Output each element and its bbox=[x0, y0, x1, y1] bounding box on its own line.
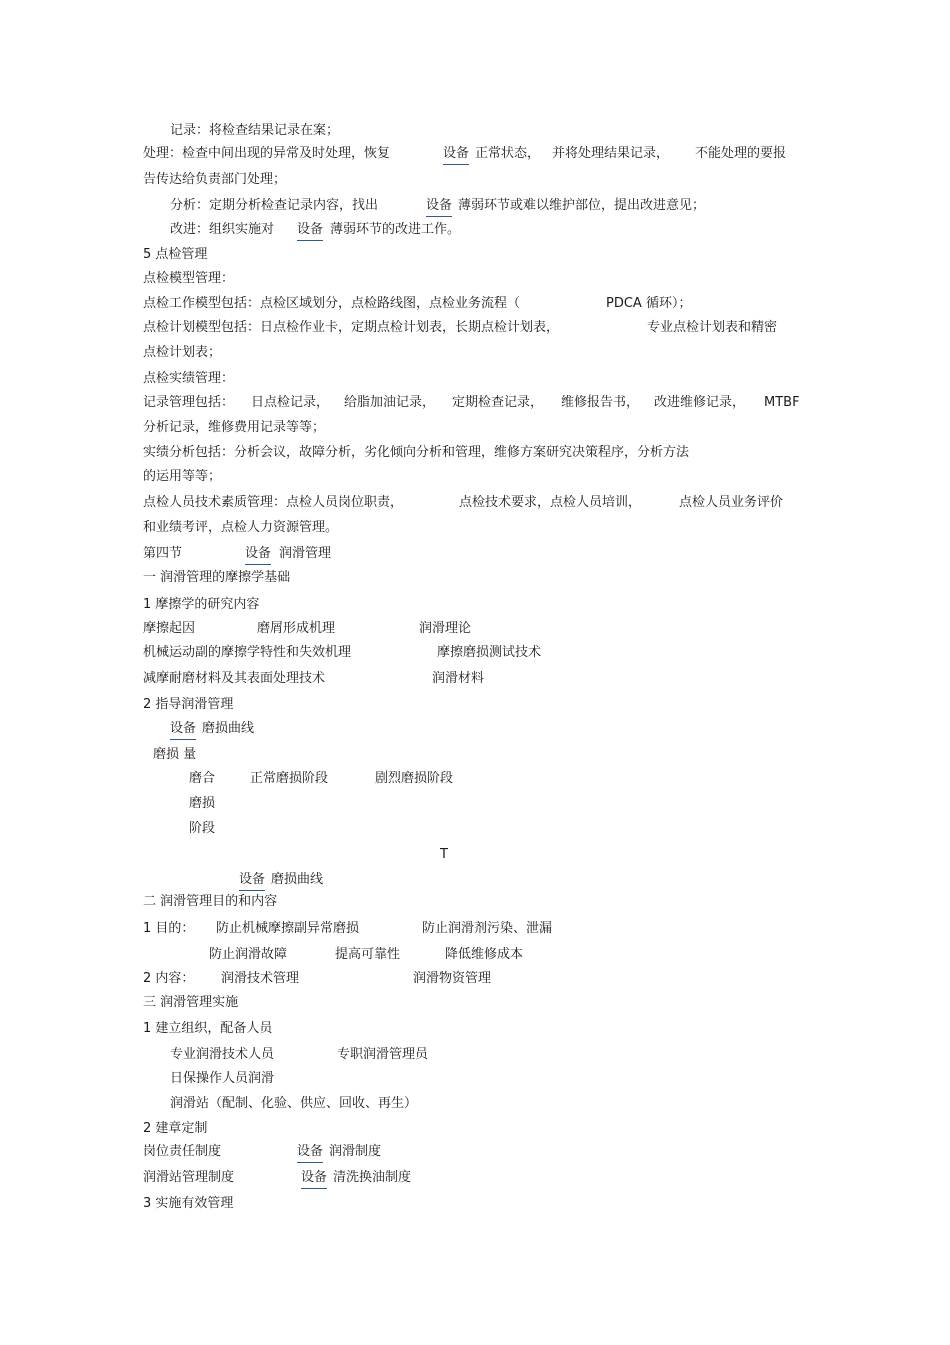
section-heading: 5 点检管理 bbox=[143, 247, 208, 262]
equipment-keyword: 设备 bbox=[239, 871, 265, 891]
record-mgmt-item: 定期检查记录， bbox=[452, 395, 544, 410]
y-axis-label: 磨损 量 bbox=[153, 747, 197, 762]
subheading: 1 建立组织，配备人员 bbox=[143, 1021, 273, 1036]
subheading: 2 指导润滑管理 bbox=[143, 697, 234, 712]
record-mgmt-item: 维修报告书， bbox=[561, 395, 640, 410]
topic-item: 润滑材料 bbox=[432, 671, 485, 686]
purpose-label: 1 目的： bbox=[143, 921, 195, 936]
work-model-pdca: PDCA 循环）； bbox=[606, 296, 692, 311]
plan-model-line: 点检计划模型包括：日点检作业卡，定期点检计划表，长期点检计划表， bbox=[143, 320, 560, 335]
work-model-line: 点检工作模型包括：点检区域划分，点检路线图，点检业务流程（ bbox=[143, 296, 521, 311]
analysis-line-rest: 薄弱环节或难以维护部位，提出改进意见； bbox=[458, 198, 706, 213]
equipment-keyword: 设备 bbox=[170, 720, 196, 740]
equipment-keyword: 设备 bbox=[297, 1143, 323, 1163]
subheading: 2 建章定制 bbox=[143, 1121, 208, 1136]
rule-item: 润滑制度 bbox=[329, 1144, 382, 1159]
record-mgmt-label: 记录管理包括： bbox=[143, 395, 235, 410]
purpose-item: 提高可靠性 bbox=[335, 947, 401, 962]
topic-item: 摩擦起因 bbox=[143, 621, 196, 636]
staff-quality-line: 点检人员技术素质管理：点检人员岗位职责， bbox=[143, 495, 404, 510]
handle-line-label: 处理：检查中间出现的异常及时处理，恢复 bbox=[143, 146, 391, 161]
equipment-keyword: 设备 bbox=[245, 545, 271, 565]
analysis-line-label: 分析：定期分析检查记录内容，找出 bbox=[170, 198, 379, 213]
record-mgmt-item: 日点检记录， bbox=[251, 395, 330, 410]
result-analysis-line: 实绩分析包括：分析会议，故障分析，劣化倾向分析和管理，维修方案研究决策程序，分析方法 bbox=[143, 445, 690, 460]
record-line: 记录：将检查结果记录在案； bbox=[170, 123, 340, 138]
staff-item: 日保操作人员润滑 bbox=[170, 1071, 275, 1086]
x-axis-label: T bbox=[440, 847, 448, 862]
record-mgmt-item: MTBF bbox=[764, 395, 800, 410]
content-item: 润滑技术管理 bbox=[221, 971, 300, 986]
topic-item: 机械运动副的摩擦学特性和失效机理 bbox=[143, 645, 352, 660]
chapter-label: 第四节 bbox=[143, 546, 183, 561]
stage-label: 正常磨损阶段 bbox=[250, 771, 329, 786]
rule-item: 岗位责任制度 bbox=[143, 1144, 222, 1159]
result-analysis-cont: 的运用等等； bbox=[143, 469, 222, 484]
stage-label: 剧烈磨损阶段 bbox=[375, 771, 454, 786]
plan-model-line-end: 专业点检计划表和精密 bbox=[647, 320, 778, 335]
record-mgmt-item: 给脂加油记录， bbox=[344, 395, 436, 410]
staff-quality-item: 点检技术要求，点检人员培训， bbox=[459, 495, 642, 510]
staff-quality-item: 点检人员业务评价 bbox=[679, 495, 784, 510]
rule-item: 清洗换油制度 bbox=[333, 1170, 412, 1185]
equipment-keyword: 设备 bbox=[301, 1169, 327, 1189]
handle-line-status: 正常状态， bbox=[475, 146, 541, 161]
content-label: 2 内容： bbox=[143, 971, 195, 986]
handle-line-record: 并将处理结果记录， bbox=[552, 146, 670, 161]
purpose-item: 降低维修成本 bbox=[445, 947, 524, 962]
section-heading: 三 润滑管理实施 bbox=[143, 995, 239, 1010]
staff-item: 专职润滑管理员 bbox=[337, 1047, 429, 1062]
record-mgmt-item: 改进维修记录， bbox=[654, 395, 746, 410]
subheading: 3 实施有效管理 bbox=[143, 1196, 234, 1211]
section-heading: 一 润滑管理的摩擦学基础 bbox=[143, 570, 291, 585]
stage-label: 阶段 bbox=[189, 821, 216, 836]
equipment-keyword: 设备 bbox=[426, 197, 452, 217]
subheading: 1 摩擦学的研究内容 bbox=[143, 597, 260, 612]
staff-item: 专业润滑技术人员 bbox=[170, 1047, 275, 1062]
purpose-item: 防止润滑剂污染、泄漏 bbox=[422, 921, 553, 936]
section-heading: 二 润滑管理目的和内容 bbox=[143, 894, 278, 909]
topic-item: 润滑理论 bbox=[419, 621, 472, 636]
stage-label: 磨合 bbox=[189, 771, 216, 786]
wear-curve-title: 磨损曲线 bbox=[202, 721, 255, 736]
purpose-item: 防止机械摩擦副异常磨损 bbox=[216, 921, 360, 936]
topic-item: 摩擦磨损测试技术 bbox=[437, 645, 542, 660]
handle-line-cont: 告传达给负责部门处理； bbox=[143, 172, 287, 187]
equipment-keyword: 设备 bbox=[297, 221, 323, 241]
rule-item: 润滑站管理制度 bbox=[143, 1170, 235, 1185]
topic-item: 减摩耐磨材料及其表面处理技术 bbox=[143, 671, 326, 686]
stage-label: 磨损 bbox=[189, 796, 216, 811]
record-mgmt-cont: 分析记录，维修费用记录等等； bbox=[143, 420, 326, 435]
content-item: 润滑物资管理 bbox=[413, 971, 492, 986]
handle-line-report: 不能处理的要报 bbox=[695, 146, 787, 161]
subheading: 点检实绩管理： bbox=[143, 371, 235, 386]
subheading: 点检模型管理： bbox=[143, 271, 235, 286]
wear-curve-caption: 磨损曲线 bbox=[271, 872, 324, 887]
improve-line-label: 改进：组织实施对 bbox=[170, 222, 275, 237]
topic-item: 磨屑形成机理 bbox=[257, 621, 336, 636]
staff-item: 润滑站（配制、化验、供应、回收、再生） bbox=[170, 1096, 418, 1111]
chapter-title: 润滑管理 bbox=[279, 546, 332, 561]
staff-quality-cont: 和业绩考评，点检人力资源管理。 bbox=[143, 520, 339, 535]
improve-line-rest: 薄弱环节的改进工作。 bbox=[330, 222, 461, 237]
plan-model-cont: 点检计划表； bbox=[143, 345, 222, 360]
purpose-item: 防止润滑故障 bbox=[209, 947, 288, 962]
equipment-keyword: 设备 bbox=[443, 145, 469, 165]
